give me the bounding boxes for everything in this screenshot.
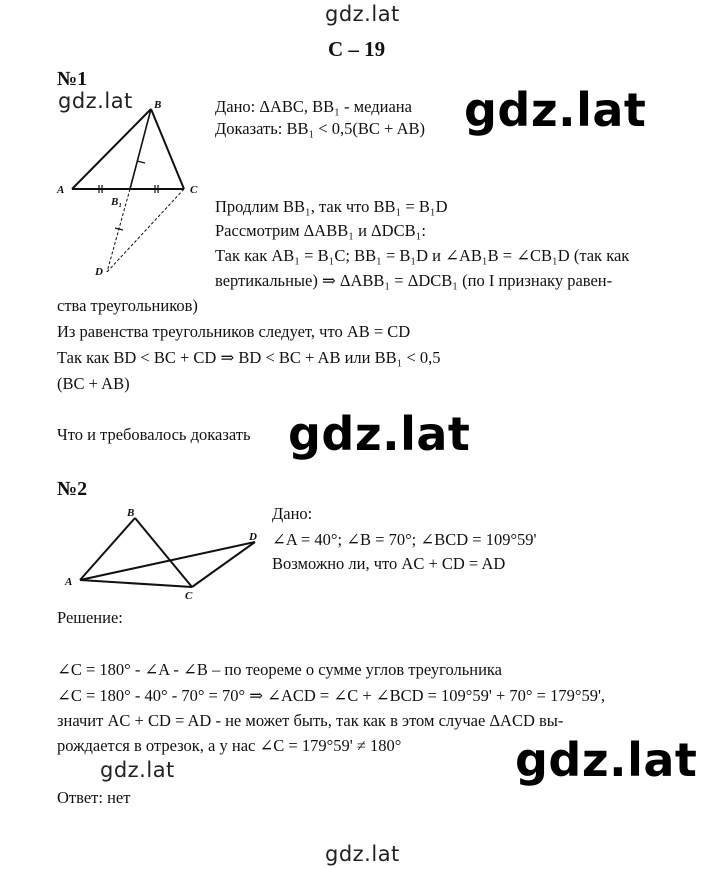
task2-line-2: ∠C = 180° - 40° - 70° = 70° ⇒ ∠ACD = ∠C + ∠BCD = 109°59' + 70° = 179°59',	[57, 686, 606, 705]
task1-label-b: B	[154, 99, 162, 111]
task1-line-4: вертикальные) ⇒ ΔABB₁ = ΔDCB₁ (по I признаку равен-	[215, 271, 613, 290]
task2-line-4: рождается в отрезок, а у нас ∠C = 179°59' ≠ 180°	[57, 736, 402, 755]
task2-given-label: Дано:	[272, 504, 313, 523]
task1-figure	[55, 95, 215, 285]
task2-label-c: C	[185, 590, 193, 600]
watermark-task2-bottom: gdz.lat	[100, 758, 175, 782]
page-title: С – 19	[328, 37, 386, 61]
task1-line-6: Из равенства треугольников следует, что AB = CD	[57, 322, 411, 341]
task1-label-c: C	[190, 184, 198, 196]
task1-number: №1	[57, 68, 88, 90]
task2-given-angles: ∠A = 40°; ∠B = 70°; ∠BCD = 109°59'	[272, 530, 537, 549]
task1-prove-text: BB₁ < 0,5(BC + AB)	[286, 119, 425, 138]
task1-prove-label: Доказать:	[215, 119, 287, 138]
task1-line-3: Так как AB₁ = B₁C; BB₁ = B₁D и ∠AB₁B = ∠CB₁D (так как	[215, 246, 630, 265]
watermark-task1-conclusion: gdz.lat	[288, 407, 471, 461]
task1-label-d: D	[95, 266, 103, 278]
task2-figure	[60, 505, 270, 600]
task2-shape	[80, 518, 255, 587]
watermark-task1-large: gdz.lat	[464, 83, 647, 137]
task1-triangle-abc	[72, 109, 184, 189]
task1-line-2: Рассмотрим ΔABB₁ и ΔDCB₁:	[215, 221, 426, 240]
task2-number: №2	[57, 478, 88, 500]
task2-question: Возможно ли, что AC + CD = AD	[272, 554, 506, 573]
task2-line-1: ∠C = 180° - ∠A - ∠B – по теореме о сумме углов треугольника	[57, 660, 502, 679]
task1-line-7: Так как BD < BC + CD ⇒ BD < BC + AB или BB₁ < 0,5	[57, 348, 441, 367]
task2-line-3: значит AC + CD = AD - не может быть, так как в этом случае ΔACD вы-	[57, 711, 564, 730]
task2-label-a: A	[65, 576, 73, 588]
task1-label-b1: B₁	[111, 196, 123, 208]
task1-prove	[215, 119, 425, 139]
watermark-top: gdz.lat	[325, 2, 400, 26]
task1-given	[215, 97, 412, 117]
task1-line-5: ства треугольников)	[57, 296, 198, 315]
task1-given-label: Дано:	[215, 97, 260, 116]
watermark-footer: gdz.lat	[325, 842, 400, 866]
watermark-task1-figure: gdz.lat	[58, 89, 133, 113]
watermark-task2-large: gdz.lat	[515, 733, 698, 787]
task1-line-1: Продлим BB₁, так что BB₁ = B₁D	[215, 197, 448, 216]
task2-answer: Ответ: нет	[57, 788, 131, 807]
task1-label-a: A	[57, 184, 65, 196]
task2-label-b: B	[127, 507, 135, 519]
task2-solution-label: Решение:	[57, 608, 123, 627]
task1-given-text: ΔABC, BB₁ - медиана	[259, 97, 412, 116]
task2-label-d: D	[249, 531, 257, 543]
task1-conclusion: Что и требовалось доказать	[57, 425, 251, 444]
task1-line-8: (BC + AB)	[57, 374, 130, 393]
